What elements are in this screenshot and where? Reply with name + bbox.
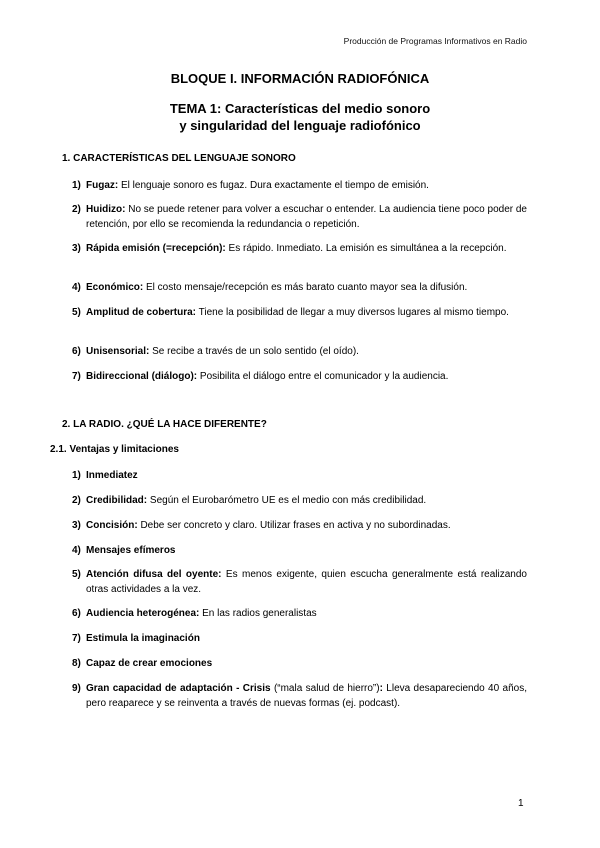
item-extra: (“mala salud de hierro”) xyxy=(270,683,380,694)
item-text: Es rápido. Inmediato. La emisión es simultánea a la recepción. xyxy=(225,243,507,254)
item-number: 5) xyxy=(72,307,81,318)
item-term: Gran capacidad de adaptación - Crisis xyxy=(86,683,271,694)
list-item xyxy=(72,344,527,359)
item-colon: : xyxy=(379,683,383,694)
topic-title xyxy=(0,100,600,134)
item-number: 2) xyxy=(72,495,81,506)
item-term: Credibilidad: xyxy=(86,495,148,506)
item-term: Atención difusa del oyente: xyxy=(86,569,222,580)
item-text: Es menos exigente, quien escucha generalmente está realizando otras actividades a la vez. xyxy=(86,569,527,595)
list-item xyxy=(72,606,527,621)
list-item xyxy=(72,493,527,508)
item-term: Audiencia heterogénea: xyxy=(86,608,200,619)
item-term: Fugaz: xyxy=(86,180,119,191)
item-text: No se puede retener para volver a escuchar o entender. La audiencia tiene poco poder de retención, por ello se recomienda la redundancia o repetición. xyxy=(86,204,527,230)
item-text: En las radios generalistas xyxy=(199,608,317,619)
item-number: 9) xyxy=(72,683,81,694)
running-header: Producción de Programas Informativos en Radio xyxy=(343,36,527,46)
list-item xyxy=(72,631,527,646)
item-number: 4) xyxy=(72,545,81,556)
item-term: Rápida emisión (=recepción): xyxy=(86,243,226,254)
list-item xyxy=(72,369,527,384)
item-term: Mensajes efímeros xyxy=(86,545,176,556)
item-text: Posibilita el diálogo entre el comunicador y la audiencia. xyxy=(197,371,449,382)
list-item xyxy=(72,567,527,597)
item-term: Amplitud de cobertura: xyxy=(86,307,197,318)
item-number: 2) xyxy=(72,204,81,215)
item-term: Capaz de crear emociones xyxy=(86,658,213,669)
topic-title-line2: y singularidad del lenguaje radiofónico xyxy=(179,118,421,133)
item-text: El lenguaje sonoro es fugaz. Dura exactamente el tiempo de emisión. xyxy=(118,180,429,191)
list-item xyxy=(72,681,527,711)
list-item xyxy=(72,241,527,256)
list-item xyxy=(72,202,527,232)
item-term: Huidizo: xyxy=(86,204,126,215)
item-text: Lleva desapareciendo 40 años, pero reaparece y se reinventa a través de nuevas formas (ej. podcast). xyxy=(86,683,527,709)
item-number: 5) xyxy=(72,569,81,580)
item-number: 1) xyxy=(72,180,81,191)
item-text: Debe ser concreto y claro. Utilizar frases en activa y no subordinadas. xyxy=(137,520,451,531)
list-item xyxy=(72,468,527,483)
block-title: BLOQUE I. INFORMACIÓN RADIOFÓNICA xyxy=(170,71,430,86)
list-item xyxy=(72,656,527,671)
item-text: El costo mensaje/recepción es más barato cuanto mayor sea la difusión. xyxy=(143,282,468,293)
subsection-heading: 2.1. Ventajas y limitaciones xyxy=(50,444,179,455)
item-term: Inmediatez xyxy=(86,470,138,481)
item-term: Estimula la imaginación xyxy=(86,633,200,644)
list-item xyxy=(72,518,527,533)
item-number: 3) xyxy=(72,520,81,531)
item-text: Tiene la posibilidad de llegar a muy diversos lugares al mismo tiempo. xyxy=(196,307,509,318)
item-text: Según el Eurobarómetro UE es el medio con más credibilidad. xyxy=(147,495,427,506)
item-number: 7) xyxy=(72,633,81,644)
item-number: 1) xyxy=(72,470,81,481)
list-item xyxy=(72,178,527,193)
item-number: 6) xyxy=(72,346,81,357)
list-item xyxy=(72,305,527,320)
item-term: Bidireccional (diálogo): xyxy=(86,371,198,382)
item-number: 3) xyxy=(72,243,81,254)
item-number: 6) xyxy=(72,608,81,619)
section-1-heading: 1. CARACTERÍSTICAS DEL LENGUAJE SONORO xyxy=(62,153,296,164)
item-text: Se recibe a través de un solo sentido (el oído). xyxy=(149,346,359,357)
page-number: 1 xyxy=(518,798,524,809)
item-term: Concisión: xyxy=(86,520,138,531)
item-term: Unisensorial: xyxy=(86,346,150,357)
item-term: Económico: xyxy=(86,282,144,293)
item-number: 7) xyxy=(72,371,81,382)
topic-title-line1: TEMA 1: Características del medio sonoro xyxy=(169,101,431,116)
section-2-heading: 2. LA RADIO. ¿QUÉ LA HACE DIFERENTE? xyxy=(62,419,267,430)
item-number: 4) xyxy=(72,282,81,293)
item-number: 8) xyxy=(72,658,81,669)
list-item xyxy=(72,280,527,295)
list-item xyxy=(72,543,527,558)
